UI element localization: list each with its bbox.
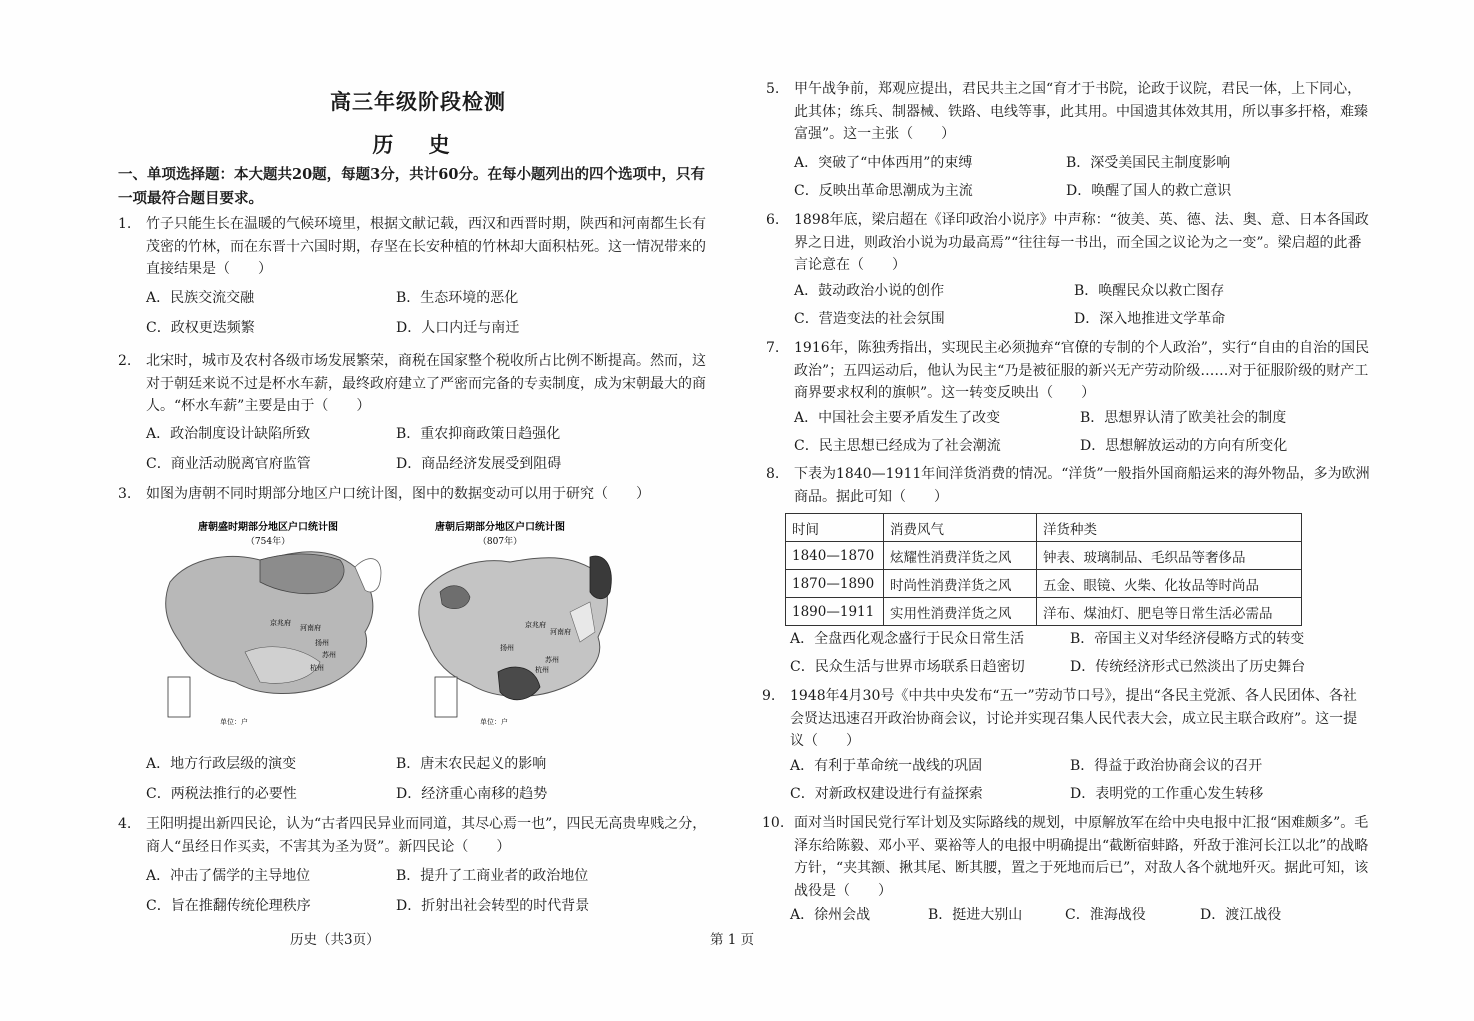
- option-c[interactable]: C．民主思想已经成为了社会潮流: [794, 438, 1001, 454]
- option-c[interactable]: C．两税法推行的必要性: [146, 786, 297, 802]
- question-8: [766, 463, 1370, 508]
- map-right-year: （807年）: [477, 537, 523, 547]
- option-b[interactable]: B．重农抑商政策日趋强化: [396, 426, 561, 442]
- section-intro: 一、单项选择题：本大题共20题，每题3分，共计60分。在每小题列出的四个选项中，只有一项最符合题目要求。: [118, 166, 705, 207]
- option-c[interactable]: C．淮海战役: [1065, 907, 1146, 923]
- option-a[interactable]: A．有利于革命统一战线的巩固: [790, 758, 983, 774]
- table-cell: 炫耀性消费洋货之风: [884, 542, 1037, 570]
- map-left-label: 河南府: [300, 624, 321, 632]
- table-row: [786, 570, 1302, 598]
- option-c[interactable]: C．民众生活与世界市场联系日趋密切: [790, 659, 1025, 675]
- question-number: 4.: [118, 816, 132, 832]
- option-a[interactable]: A．民族交流交融: [146, 290, 255, 306]
- table-header-row: [786, 514, 1302, 542]
- option-a[interactable]: A．鼓动政治小说的创作: [794, 283, 945, 299]
- option-c[interactable]: C．政权更迭频繁: [146, 320, 255, 336]
- map-left-label: 京兆府: [270, 619, 291, 627]
- table-cell: 钟表、玻璃制品、毛织品等奢侈品: [1037, 542, 1302, 570]
- table-cell: 1840—1870: [786, 542, 884, 570]
- map-left-unit: 单位：户: [220, 718, 248, 726]
- option-d[interactable]: D．渡江战役: [1200, 907, 1282, 923]
- option-b[interactable]: B．唤醒民众以救亡图存: [1074, 283, 1225, 299]
- question-text: 面对当时国民党行军计划及实际路线的规划，中原解放军在给中央电报中汇报“困难颇多”。毛泽东给陈毅、邓小平、粟裕等人的电报中明确提出“截断宿蚌路，歼敌于淮河长江以北”的战略方针，“夹其额、揪其尾、断其腰，置之于死地而后已”，对敌人各个就地歼灭。据此可知，该战役是（ ）: [794, 815, 1369, 899]
- question-number: 10.: [762, 815, 785, 831]
- question-text: 甲午战争前，郑观应提出，君民共主之国“育才于书院，论政于议院，君民一体，上下同心，此其体；练兵、制器械、铁路、电线等事，此其用。中国遗其体效其用，所以事多扞格，难臻富强”。这一主张（ ）: [794, 81, 1368, 142]
- option-c[interactable]: C．反映出革命思潮成为主流: [794, 183, 973, 199]
- option-b[interactable]: B．挺进大别山: [928, 907, 1023, 923]
- question-text: 1916年，陈独秀指出，实现民主必须抛弃“官僚的专制的个人政治”，实行“自由的自治的国民政治”；五四运动后，他认为民主“乃是被征服的新兴无产劳动阶级……对于征服阶级的财产工商界要求权利的旗帜”。这一转变反映出（ ）: [794, 340, 1370, 401]
- option-b[interactable]: B．思想界认清了欧美社会的制度: [1080, 410, 1287, 426]
- map-left-title: 唐朝盛时期部分地区户口统计图: [198, 522, 338, 533]
- question-text: 王阳明提出新四民论，认为“古者四民异业而同道，其尽心焉一也”，四民无高贵卑贱之分，商人“虽经日作买卖，不害其为圣为贤”。新四民论（ ）: [146, 816, 707, 855]
- question-number: 5.: [766, 81, 780, 97]
- question-number: 6.: [766, 212, 780, 228]
- question-number: 3.: [118, 486, 132, 502]
- option-d[interactable]: D．经济重心南移的趋势: [396, 786, 548, 802]
- table-header: 消费风气: [884, 514, 1037, 542]
- table-cell: 1890—1911: [786, 598, 884, 626]
- map-right-label: 苏州: [545, 656, 559, 664]
- map-left-label: 苏州: [322, 651, 336, 659]
- option-c[interactable]: C．对新政权建设进行有益探索: [790, 786, 983, 802]
- question-text: 竹子只能生长在温暖的气候环境里，根据文献记载，西汉和西晋时期，陕西和河南都生长有茂密的竹林，而在东晋十六国时期，存坚在长安种植的竹林却大面积枯死。这一情况带来的直接结果是（ ）: [146, 216, 706, 277]
- table-cell: 1870—1890: [786, 570, 884, 598]
- option-a[interactable]: A．地方行政层级的演变: [146, 756, 297, 772]
- question-text: 如图为唐朝不同时期部分地区户口统计图，图中的数据变动可以用于研究（ ）: [146, 486, 650, 502]
- option-c[interactable]: C．商业活动脱离官府监管: [146, 456, 311, 472]
- option-d[interactable]: D．思想解放运动的方向有所变化: [1080, 438, 1288, 454]
- map-right-label: 扬州: [500, 644, 514, 652]
- option-a[interactable]: A．突破了“中体西用”的束缚: [794, 155, 973, 171]
- map-right-unit: 单位：户: [480, 718, 508, 726]
- tang-population-maps: [150, 512, 620, 732]
- option-d[interactable]: D．深入地推进文学革命: [1074, 311, 1226, 327]
- option-b[interactable]: B．唐末农民起义的影响: [396, 756, 547, 772]
- option-c[interactable]: C．旨在推翻传统伦理秩序: [146, 898, 311, 914]
- table-cell: 五金、眼镜、火柴、化妆品等时尚品: [1037, 570, 1302, 598]
- option-b[interactable]: B．生态环境的恶化: [396, 290, 519, 306]
- exam-title: 高三年级阶段检测: [330, 89, 506, 114]
- table-row: [786, 598, 1302, 626]
- table-cell: 实用性消费洋货之风: [884, 598, 1037, 626]
- question-text: 1898年底，梁启超在《译印政治小说序》中声称：“彼美、英、德、法、奥、意、日本各国政界之日进，则政治小说为功最高焉”“往往每一书出，而全国之议论为之一变”。梁启超的此番言论意在（ ）: [794, 212, 1369, 273]
- question-5: [766, 78, 1370, 146]
- option-a[interactable]: A．中国社会主要矛盾发生了改变: [794, 410, 1001, 426]
- question-6: [766, 209, 1370, 277]
- option-b[interactable]: B．深受美国民主制度影响: [1066, 155, 1231, 171]
- map-right-label: 河南府: [550, 628, 571, 636]
- option-a[interactable]: A．政治制度设计缺陷所致: [146, 426, 311, 442]
- question-10: [762, 812, 1370, 902]
- option-c[interactable]: C．营造变法的社会氛围: [794, 311, 945, 327]
- question-1: [118, 213, 716, 281]
- option-b[interactable]: B．帝国主义对华经济侵略方式的转变: [1070, 631, 1305, 647]
- option-a[interactable]: A．冲击了儒学的主导地位: [146, 868, 311, 884]
- table-cell: 时尚性消费洋货之风: [884, 570, 1037, 598]
- question-4: [118, 813, 716, 858]
- option-b[interactable]: B．得益于政治协商会议的召开: [1070, 758, 1263, 774]
- map-left-label: 杭州: [310, 664, 324, 672]
- footer-subject-pages: 历史（共3页）: [290, 932, 380, 948]
- question-number: 9.: [762, 688, 776, 704]
- map-left-year: （754年）: [245, 537, 291, 547]
- map-left-label: 扬州: [315, 639, 329, 647]
- option-b[interactable]: B．提升了工商业者的政治地位: [396, 868, 589, 884]
- option-a[interactable]: A．全盘西化观念盛行于民众日常生活: [790, 631, 1025, 647]
- option-d[interactable]: D．商品经济发展受到阻碍: [396, 456, 562, 472]
- table-header: 洋货种类: [1037, 514, 1302, 542]
- question-3: [118, 483, 716, 506]
- option-d[interactable]: D．表明党的工作重心发生转移: [1070, 786, 1264, 802]
- option-d[interactable]: D．人口内迁与南迁: [396, 320, 520, 336]
- option-d[interactable]: D．唤醒了国人的救亡意识: [1066, 183, 1232, 199]
- map-left: [166, 520, 381, 726]
- question-2: [118, 350, 716, 418]
- question-text: 1948年4月30号《中共中央发布“五一”劳动节口号》，提出“各民主党派、各人民团体、各社会贤达迅速召开政治协商会议，讨论并实现召集人民代表大会，成立民主联合政府”。这一提议（ ）: [790, 688, 1358, 749]
- option-d[interactable]: D．折射出社会转型的时代背景: [396, 898, 590, 914]
- map-right: [419, 520, 611, 726]
- question-7: [766, 337, 1370, 405]
- question-number: 2.: [118, 353, 132, 369]
- option-a[interactable]: A．徐州会战: [790, 907, 871, 923]
- table-header: 时间: [786, 514, 884, 542]
- table-row: [786, 542, 1302, 570]
- footer-page-number: 第 1 页: [710, 932, 755, 948]
- question-number: 7.: [766, 340, 780, 356]
- question-9: [762, 685, 1370, 753]
- question-number: 1.: [118, 216, 132, 232]
- option-d[interactable]: D．传统经济形式已然淡出了历史舞台: [1070, 659, 1306, 675]
- foreign-goods-table: [785, 513, 1302, 626]
- map-right-title: 唐朝后期部分地区户口统计图: [435, 522, 565, 533]
- subject-title: 历 史: [372, 132, 464, 157]
- table-cell: 洋布、煤油灯、肥皂等日常生活必需品: [1037, 598, 1302, 626]
- question-number: 8.: [766, 466, 780, 482]
- question-text: 北宋时，城市及农村各级市场发展繁荣，商税在国家整个税收所占比例不断提高。然而，这对于朝廷来说不过是杯水车薪，最终政府建立了严密而完备的专卖制度，成为宋朝最大的商人。“杯水车薪”主要是由于（ ）: [146, 353, 706, 414]
- map-right-label: 京兆府: [525, 621, 546, 629]
- map-right-label: 杭州: [535, 666, 549, 674]
- question-text: 下表为1840—1911年间洋货消费的情况。“洋货”一般指外国商船运来的海外物品，多为欧洲商品。据此可知（ ）: [794, 466, 1370, 505]
